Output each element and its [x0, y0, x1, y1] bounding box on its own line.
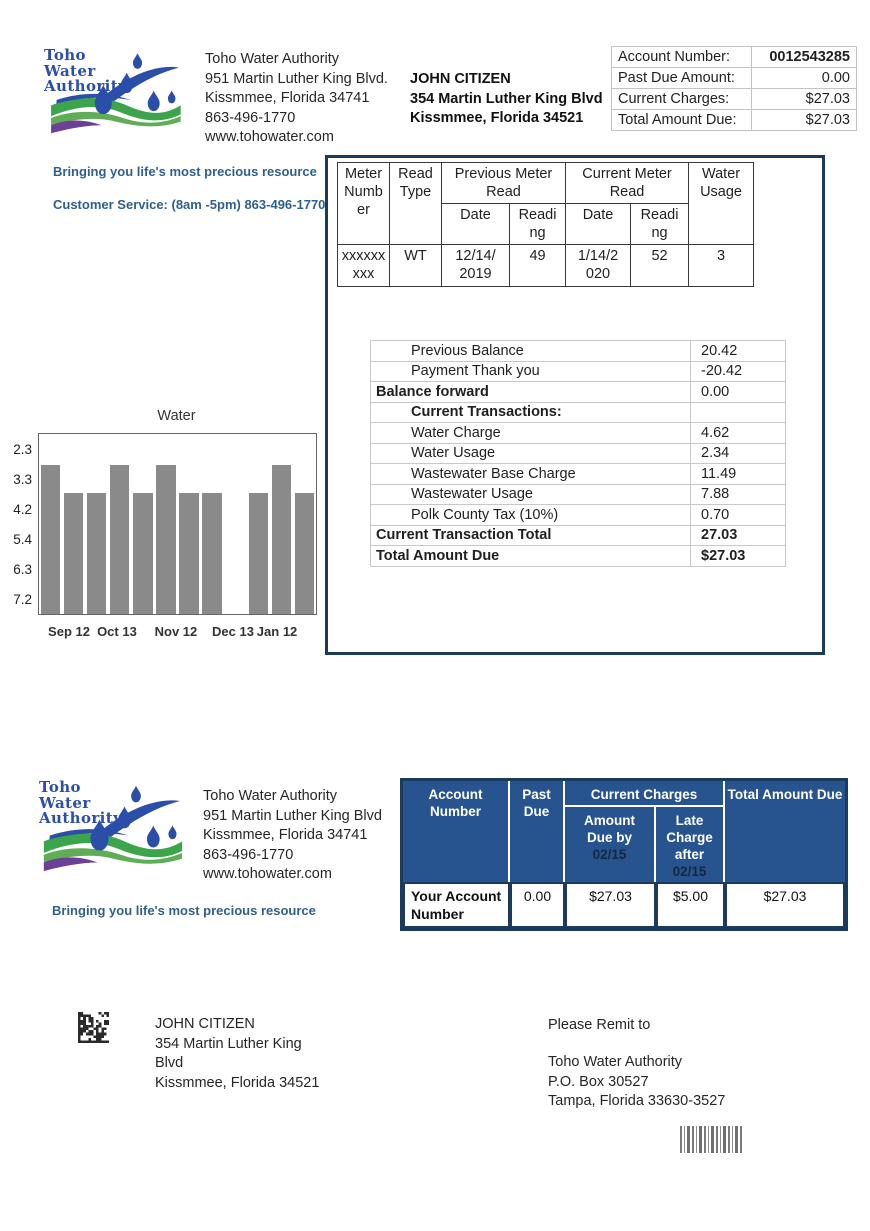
remit-amount-due-header	[565, 807, 656, 882]
read-type-value: WT	[390, 245, 442, 287]
logo-line: Water	[39, 793, 91, 812]
amount-due-label: Amount Due by	[584, 813, 635, 845]
chart-x-tick-label: Sep 12	[48, 624, 90, 639]
toho-logo-text	[39, 780, 122, 827]
curr-reading-header: Reading	[631, 204, 689, 245]
authority-name: Toho Water Authority	[205, 51, 340, 67]
prev-date-value: 12/14/2019	[442, 245, 510, 287]
charge-label: Payment Thank you	[371, 361, 691, 382]
chart-bar-slot	[247, 434, 270, 614]
remit-address-line: P.O. Box 30527	[548, 1073, 649, 1090]
charge-value: 2.34	[691, 443, 786, 464]
meter-number-header: Meter Number	[338, 163, 390, 245]
meter-table	[337, 162, 754, 287]
meter-data-row	[338, 245, 754, 287]
summary-label: Past Due Amount:	[612, 68, 752, 89]
remit-late-charge-value: $5.00	[656, 882, 725, 928]
charge-label: Current Transactions:	[371, 402, 691, 423]
remit-total-value: $27.03	[725, 882, 845, 928]
authority-address-line: 951 Martin Luther King Blvd.	[205, 70, 388, 87]
logo-line: Toho	[44, 46, 86, 64]
charge-label: Wastewater Usage	[371, 484, 691, 505]
charge-value: $27.03	[691, 546, 786, 567]
charge-value: 7.88	[691, 484, 786, 505]
authority-address-line: 863-496-1770	[205, 109, 296, 126]
remit-address	[548, 1053, 725, 1112]
chart-bar-slot	[39, 434, 62, 614]
chart-bar-slot	[108, 434, 131, 614]
tagline-top: Bringing you life's most precious resource	[53, 164, 317, 179]
meter-number-value: xxxxxxxxx	[338, 245, 390, 287]
toho-logo-bottom	[37, 778, 187, 874]
past-due-value: 0.00	[752, 68, 857, 89]
charges-row	[371, 382, 786, 403]
authority-address-line: Kissmmee, Florida 34741	[205, 90, 370, 106]
charge-value: 0.70	[691, 505, 786, 526]
chart-bar	[64, 493, 83, 614]
chart-bar-slot	[62, 434, 85, 614]
remit-header-row	[403, 781, 845, 807]
coupon-customer-address	[155, 1015, 319, 1093]
charges-table	[370, 340, 786, 567]
water-usage-chart	[38, 433, 317, 615]
remit-total-due-header: Total Amount Due	[727, 787, 843, 802]
chart-bar-slot	[85, 434, 108, 614]
charge-value: 0.00	[691, 382, 786, 403]
remit-past-due-header: Past Due	[510, 781, 565, 882]
chart-bar	[249, 493, 268, 614]
chart-bar-slot	[131, 434, 154, 614]
charge-value: -20.42	[691, 361, 786, 382]
chart-y-tick-label: 2.3	[13, 441, 32, 457]
current-meter-read-header: Current Meter Read	[566, 163, 689, 204]
chart-bar-slot	[154, 434, 177, 614]
charges-row	[371, 402, 786, 423]
toho-logo	[42, 46, 188, 136]
chart-bar-slot	[224, 434, 247, 614]
prev-reading-header: Reading	[510, 204, 566, 245]
charges-row	[371, 546, 786, 567]
remit-current-charges-header: Current Charges	[565, 781, 725, 807]
customer-address-line: 354 Martin Luther King Blvd	[410, 90, 603, 107]
water-usage-value: 3	[689, 245, 754, 287]
chart-bar	[272, 465, 291, 614]
prev-date-header: Date	[442, 204, 510, 245]
chart-y-tick-label: 4.2	[13, 502, 32, 518]
charges-row	[371, 361, 786, 382]
read-type-header: Read Type	[390, 163, 442, 245]
coupon-customer-line: JOHN CITIZEN	[155, 1016, 255, 1032]
chart-y-tick-label: 6.3	[13, 561, 32, 577]
chart-bar-slot	[177, 434, 200, 614]
charge-label: Water Charge	[371, 423, 691, 444]
qr-code	[78, 1012, 109, 1043]
chart-bars	[39, 434, 316, 614]
logo-line: Water	[44, 61, 96, 80]
authority-address-line: 863-496-1770	[203, 846, 294, 863]
account-summary-row	[612, 110, 857, 131]
customer-service-line: Customer Service: (8am -5pm) 863-496-1770	[53, 197, 326, 212]
remit-past-due-value: 0.00	[510, 882, 565, 928]
remit-address-line: Toho Water Authority	[548, 1054, 683, 1070]
authority-website: www.tohowater.com	[203, 866, 332, 882]
charge-label: Previous Balance	[371, 341, 691, 362]
charges-table-body	[371, 341, 786, 567]
account-summary-table	[611, 46, 857, 131]
chart-bar	[110, 465, 129, 614]
chart-bar	[41, 465, 60, 614]
remit-amount-due-value: $27.03	[565, 882, 656, 928]
logo-line: Authority	[44, 77, 128, 95]
authority-address	[205, 50, 388, 148]
remittance-table	[400, 778, 848, 931]
amount-due-date: 02/15	[592, 847, 627, 862]
remit-account-value: Your Account Number	[403, 882, 510, 928]
toho-logo-text	[44, 48, 127, 95]
charge-value	[691, 402, 786, 423]
authority-address-bottom	[203, 787, 382, 885]
chart-bar-slot	[270, 434, 293, 614]
logo-line: Authority	[39, 809, 123, 827]
chart-bar	[202, 493, 221, 614]
account-summary-row	[612, 47, 857, 68]
tagline-bottom: Bringing you life's most precious resource	[52, 903, 316, 918]
charge-label: Current Transaction Total	[371, 525, 691, 546]
chart-y-axis	[6, 433, 34, 613]
chart-y-tick-label: 7.2	[13, 592, 32, 608]
barcode	[680, 1126, 742, 1153]
charges-row	[371, 525, 786, 546]
chart-y-tick-label: 3.3	[13, 471, 32, 487]
account-summary-row	[612, 89, 857, 110]
account-number-value: 0012543285	[752, 47, 857, 68]
charges-row	[371, 464, 786, 485]
charges-row	[371, 484, 786, 505]
chart-bar-slot	[201, 434, 224, 614]
chart-x-axis	[38, 624, 315, 642]
charges-row	[371, 443, 786, 464]
account-summary-row	[612, 68, 857, 89]
charge-label: Wastewater Base Charge	[371, 464, 691, 485]
chart-bar-slot	[293, 434, 316, 614]
chart-x-tick-label: Dec 13	[212, 624, 254, 639]
summary-label: Current Charges:	[612, 89, 752, 110]
curr-reading-value: 52	[631, 245, 689, 287]
coupon-customer-line: Kissmmee, Florida 34521	[155, 1074, 320, 1091]
charges-row	[371, 505, 786, 526]
logo-line: Toho	[39, 778, 81, 796]
curr-date-header: Date	[566, 204, 631, 245]
prev-reading-value: 49	[510, 245, 566, 287]
charges-row	[371, 341, 786, 362]
previous-meter-read-header: Previous Meter Read	[442, 163, 566, 204]
remit-late-charge-header	[656, 807, 725, 882]
chart-bar	[295, 493, 314, 614]
charge-label: Water Usage	[371, 443, 691, 464]
coupon-customer-line: Blvd	[155, 1055, 184, 1071]
charge-value: 4.62	[691, 423, 786, 444]
customer-address-line: Kissmmee, Florida 34521	[410, 110, 584, 126]
chart-x-tick-label: Oct 13	[97, 624, 137, 639]
chart-title: Water	[157, 408, 196, 424]
summary-label: Total Amount Due:	[612, 110, 752, 131]
summary-label: Account Number:	[612, 47, 752, 68]
total-due-value: $27.03	[752, 110, 857, 131]
remit-heading: Please Remit to	[548, 1017, 651, 1033]
charge-value: 11.49	[691, 464, 786, 485]
authority-address-line: 951 Martin Luther King Blvd	[203, 807, 382, 824]
customer-name: JOHN CITIZEN	[410, 71, 511, 87]
coupon-customer-line: 354 Martin Luther King	[155, 1035, 302, 1052]
late-charge-date: 02/15	[672, 864, 707, 879]
chart-bar	[179, 493, 198, 614]
charge-label: Total Amount Due	[371, 546, 691, 567]
charge-value: 27.03	[691, 525, 786, 546]
chart-bar	[87, 493, 106, 614]
chart-y-tick-label: 5.4	[13, 531, 32, 547]
charge-label: Polk County Tax (10%)	[371, 505, 691, 526]
charge-value: 20.42	[691, 341, 786, 362]
remit-address-line: Tampa, Florida 33630-3527	[548, 1093, 726, 1109]
remit-account-number-header: Account Number	[403, 781, 510, 882]
water-usage-header: Water Usage	[689, 163, 754, 245]
customer-address	[410, 70, 603, 129]
authority-name: Toho Water Authority	[203, 788, 338, 804]
authority-website: www.tohowater.com	[205, 129, 334, 145]
remit-data-row	[403, 882, 845, 928]
chart-x-tick-label: Nov 12	[154, 624, 198, 639]
curr-date-value: 1/14/2020	[566, 245, 631, 287]
chart-x-tick-label: Jan 12	[256, 624, 298, 639]
chart-bar	[156, 465, 175, 614]
chart-bar	[133, 493, 152, 614]
late-charge-label: Late Charge after	[666, 813, 713, 862]
meter-header-row	[338, 163, 754, 204]
current-charges-value: $27.03	[752, 89, 857, 110]
charge-label: Balance forward	[371, 382, 691, 403]
charges-row	[371, 423, 786, 444]
authority-address-line: Kissmmee, Florida 34741	[203, 827, 368, 843]
